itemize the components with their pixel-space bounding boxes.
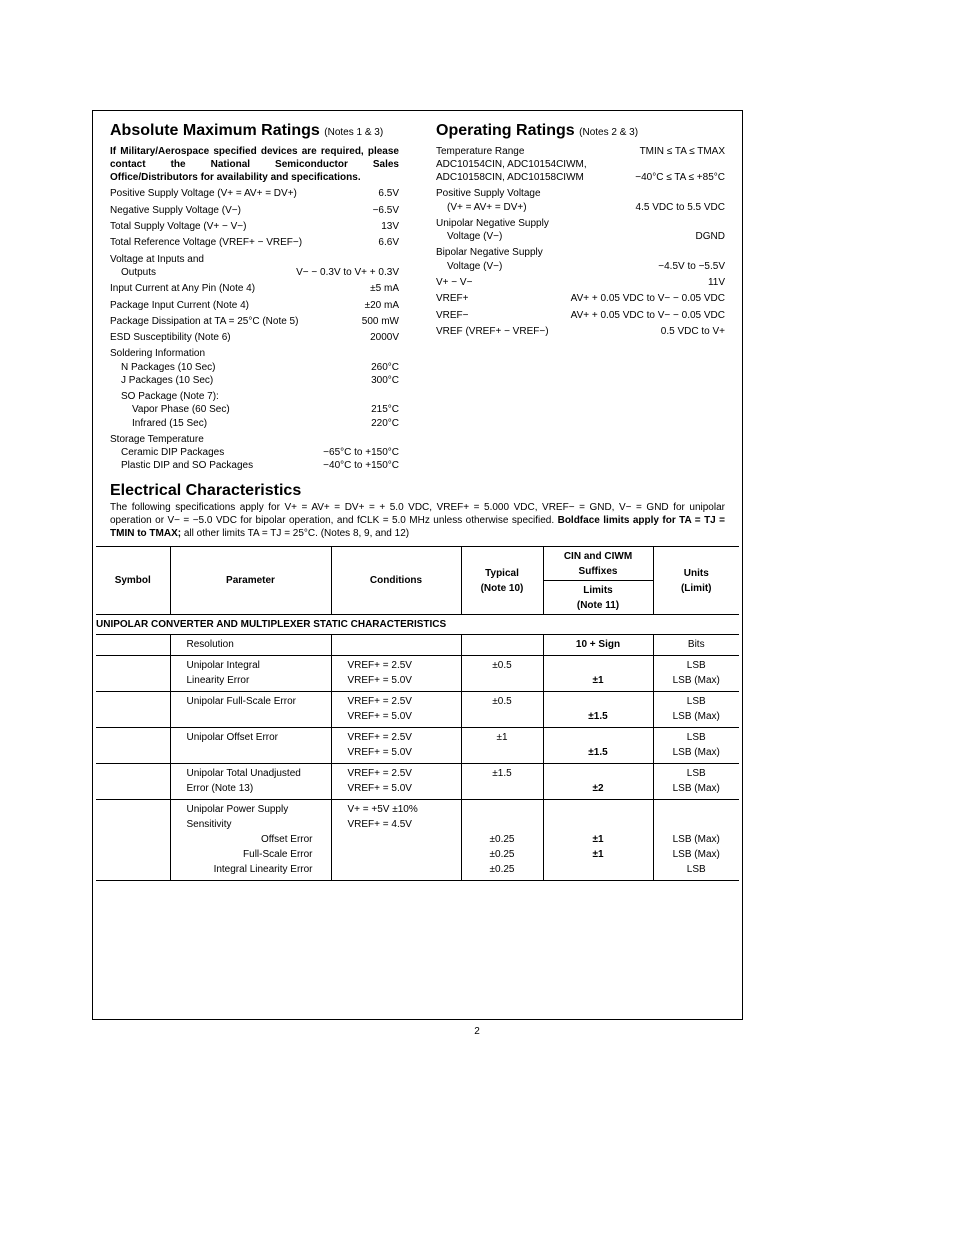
military-note: If Military/Aerospace specified devices are required, please contact the National Semiconductor Sales Office/Distributors for availability and specifications. [110, 146, 399, 183]
limit-cell-line [544, 817, 653, 832]
symbol-cell-line [96, 656, 170, 671]
limit-cell-line: ±1.5 [588, 711, 608, 722]
table-row [96, 656, 739, 692]
abs-max-row [110, 253, 399, 266]
conditions-cell [331, 635, 461, 656]
op-row [447, 260, 725, 273]
abs-max-row [121, 374, 399, 387]
parameter-cell-line: Sensitivity [186, 819, 232, 830]
limit-cell [543, 800, 653, 881]
abs-max-value: 2000V [370, 332, 399, 343]
op-label: Unipolar Negative Supply [436, 218, 549, 229]
op-label: Bipolar Negative Supply [436, 247, 543, 258]
typical-cell-line [462, 709, 543, 724]
abs-max-title: Absolute Maximum Ratings [110, 122, 320, 139]
abs-max-value: 300°C [371, 375, 399, 386]
parameter-cell [170, 635, 331, 656]
abs-max-label: Storage Temperature [110, 434, 204, 445]
abs-max-row [110, 331, 399, 344]
abs-max-value: 220°C [371, 418, 399, 429]
conditions-cell-line: VREF+ = 2.5V [347, 732, 412, 743]
abs-max-label: Total Reference Voltage (VREF+ − VREF−) [110, 237, 303, 248]
table-row [96, 800, 739, 881]
units-cell-line: LSB (Max) [672, 711, 720, 722]
limits-note: (Note 11) [576, 599, 620, 611]
op-row [447, 201, 725, 214]
conditions-cell-line: VREF+ = 2.5V [347, 696, 412, 707]
op-row [436, 276, 725, 289]
parameter-cell [170, 656, 331, 692]
limits-label: Limits [583, 584, 613, 596]
typical-note: (Note 10) [480, 582, 524, 594]
op-row [436, 325, 725, 338]
limit-cell [543, 764, 653, 800]
abs-max-label: Ceramic DIP Packages [121, 447, 225, 458]
abs-max-label: ESD Susceptibility (Note 6) [110, 332, 231, 343]
header-symbol: Symbol [96, 547, 170, 615]
units-limit: (Limit) [680, 582, 712, 594]
conditions-cell [331, 692, 461, 728]
conditions-cell [331, 764, 461, 800]
abs-max-row [110, 220, 399, 233]
units-cell-line: LSB [686, 696, 706, 707]
table-row [96, 635, 739, 656]
abs-max-label: Outputs [121, 267, 157, 278]
ec-intro-1: The following specifications apply for V+ = AV+ = DV+ = + 5.0 VDC, VREF+ = 5.000 VDC, VREF− = GND, V− = GND for unipolar operation or V− = −5.0 VDC for bipolar operation, and fCLK = 5.0 MHz unless otherwise specified. [110, 502, 725, 526]
conditions-cell-line: VREF+ = 5.0V [347, 747, 412, 758]
units-cell-line: LSB [686, 660, 706, 671]
abs-max-value: 215°C [371, 404, 399, 415]
abs-max-value: 6.5V [378, 188, 399, 199]
op-label: Voltage (V−) [447, 231, 503, 242]
abs-max-value: 500 mW [361, 316, 399, 327]
units-cell-line: LSB (Max) [672, 849, 720, 860]
symbol-cell [96, 800, 170, 881]
cin-label: CIN and CIWM [563, 550, 633, 562]
abs-max-label: Negative Supply Voltage (V−) [110, 205, 241, 216]
abs-max-row [121, 446, 399, 459]
conditions-cell-line: VREF+ = 2.5V [347, 768, 412, 779]
abs-max-row [121, 459, 399, 472]
abs-max-label: Positive Supply Voltage (V+ = AV+ = DV+) [110, 188, 297, 199]
abs-max-value: 260°C [371, 362, 399, 373]
ec-intro-bold: Boldface limits apply for TA = TJ = TMIN to TMAX; [110, 515, 726, 539]
limit-cell-line: ±1.5 [588, 747, 608, 758]
psr-sub-label: Full-Scale Error [243, 849, 313, 860]
limit-cell-line [544, 802, 653, 817]
table-row [96, 692, 739, 728]
limit-cell-line [544, 658, 653, 673]
symbol-cell-line [96, 635, 170, 650]
typical-cell-line [462, 802, 543, 817]
ec-intro-2: all other limits TA = TJ = 25°C. (Notes 8, 9, and 12) [183, 528, 410, 539]
abs-max-value: 6.6V [378, 237, 399, 248]
limit-cell-line: ±1 [592, 849, 604, 860]
units-cell-line: LSB (Max) [672, 675, 720, 686]
conditions-cell-line: VREF+ = 5.0V [347, 711, 412, 722]
op-notes: (Notes 2 & 3) [579, 127, 639, 138]
ec-table [96, 546, 739, 881]
abs-max-value: −65°C to +150°C [323, 447, 399, 458]
abs-max-row [110, 282, 399, 295]
page-number: 2 [474, 1026, 480, 1037]
units-cell [653, 692, 739, 728]
conditions-cell [331, 728, 461, 764]
abs-max-row [110, 299, 399, 312]
parameter-cell-line [187, 745, 331, 760]
conditions-cell [331, 800, 461, 881]
symbol-cell [96, 728, 170, 764]
symbol-cell [96, 692, 170, 728]
abs-max-row [121, 361, 399, 374]
header-limits [543, 581, 653, 615]
typical-label: Typical [485, 567, 519, 579]
table-row [96, 764, 739, 800]
abs-max-row [110, 187, 399, 200]
conditions-cell-line: VREF+ = 2.5V [347, 660, 412, 671]
typical-cell [461, 800, 543, 881]
parameter-cell [170, 800, 331, 881]
units-cell [653, 635, 739, 656]
symbol-cell-line [96, 764, 170, 779]
typical-cell [461, 764, 543, 800]
op-value: TMIN ≤ TA ≤ TMAX [639, 146, 725, 157]
units-cell-line: LSB [686, 864, 706, 875]
parameter-cell-line [187, 709, 331, 724]
symbol-cell [96, 656, 170, 692]
abs-max-notes: (Notes 1 & 3) [324, 127, 384, 138]
limit-cell [543, 728, 653, 764]
abs-max-row [121, 266, 399, 279]
conditions-cell-line [348, 637, 461, 652]
abs-max-value: ±5 mA [370, 283, 399, 294]
op-value: AV+ + 0.05 VDC to V− − 0.05 VDC [570, 293, 725, 304]
typical-cell-line: ±1 [496, 732, 508, 743]
ec-intro [110, 501, 725, 540]
abs-max-label: N Packages (10 Sec) [121, 362, 216, 373]
typical-cell-line: ±0.25 [489, 864, 515, 875]
op-label: Positive Supply Voltage [436, 188, 541, 199]
parameter-cell-line: Unipolar Power Supply [186, 804, 289, 815]
limit-cell-line: ±1 [592, 675, 604, 686]
op-label: Voltage (V−) [447, 261, 503, 272]
psr-sub-label: Offset Error [261, 834, 313, 845]
typical-cell [461, 656, 543, 692]
abs-max-value: V− − 0.3V to V+ + 0.3V [296, 267, 399, 278]
typical-cell-line: ±0.5 [492, 696, 512, 707]
symbol-cell [96, 764, 170, 800]
op-title: Operating Ratings [436, 122, 575, 139]
abs-max-label: Package Input Current (Note 4) [110, 300, 249, 311]
ec-title: Electrical Characteristics [110, 482, 302, 499]
op-label: ADC10154CIN, ADC10154CIWM, [436, 159, 587, 170]
header-conditions: Conditions [331, 547, 461, 615]
abs-max-label: SO Package (Note 7): [121, 391, 219, 402]
op-label: VREF (VREF+ − VREF−) [436, 326, 549, 337]
table-row [96, 728, 739, 764]
op-value: −4.5V to −5.5V [658, 261, 725, 272]
limit-cell-line: ±1 [592, 834, 604, 845]
abs-max-row [110, 347, 399, 360]
section-heading: UNIPOLAR CONVERTER AND MULTIPLEXER STATIC CHARACTERISTICS [96, 615, 739, 635]
abs-max-row [110, 236, 399, 249]
op-value: 4.5 VDC to 5.5 VDC [635, 202, 725, 213]
op-row [436, 246, 725, 259]
typical-cell-line [462, 781, 543, 796]
op-value: DGND [695, 231, 725, 242]
op-row [436, 145, 725, 158]
op-label: ADC10158CIN, ADC10158CIWM [436, 172, 584, 183]
abs-max-label: Total Supply Voltage (V+ − V−) [110, 221, 247, 232]
typical-cell-line: ±1.5 [492, 768, 512, 779]
abs-max-row [110, 433, 399, 446]
op-heading [436, 122, 638, 140]
typical-cell [461, 635, 543, 656]
symbol-cell-line [96, 800, 170, 815]
limit-cell-line [544, 862, 653, 877]
ec-rows [96, 635, 739, 881]
units-cell-line: Bits [687, 639, 705, 650]
symbol-cell-line [96, 728, 170, 743]
abs-max-row [121, 390, 399, 403]
typical-cell-line [462, 817, 543, 832]
limit-cell-line: 10 + Sign [575, 639, 621, 650]
abs-max-value: −40°C to +150°C [323, 460, 399, 471]
op-label: VREF− [436, 310, 469, 321]
abs-max-label: Soldering Information [110, 348, 206, 359]
header-units [653, 547, 739, 615]
psr-sub-label: Integral Linearity Error [213, 864, 313, 875]
typical-cell-line [462, 745, 543, 760]
op-label: VREF+ [436, 293, 469, 304]
header-parameter: Parameter [170, 547, 331, 615]
abs-max-label: Infrared (15 Sec) [132, 418, 208, 429]
typical-cell-line: ±0.25 [489, 849, 515, 860]
op-row [436, 309, 725, 322]
abs-max-heading [110, 122, 383, 140]
conditions-cell-line: VREF+ = 4.5V [347, 819, 412, 830]
parameter-cell-line: Unipolar Integral [186, 660, 260, 671]
limit-cell [543, 635, 653, 656]
units-cell-line: LSB (Max) [672, 747, 720, 758]
parameter-cell-line: Error (Note 13) [186, 783, 254, 794]
header-suffixes [543, 547, 653, 581]
units-cell-line: LSB (Max) [672, 834, 720, 845]
limit-cell [543, 656, 653, 692]
limit-cell-line [544, 694, 653, 709]
op-row [436, 171, 725, 184]
abs-max-label: Plastic DIP and SO Packages [121, 460, 254, 471]
abs-max-row [132, 417, 399, 430]
parameter-cell [170, 692, 331, 728]
limit-cell-line [544, 730, 653, 745]
abs-max-label: Voltage at Inputs and [110, 254, 204, 265]
limit-cell-line [544, 766, 653, 781]
op-label: (V+ = AV+ = DV+) [447, 202, 527, 213]
abs-max-value: −6.5V [372, 205, 399, 216]
op-value: AV+ + 0.05 VDC to V− − 0.05 VDC [570, 310, 725, 321]
typical-cell-line [462, 673, 543, 688]
typical-cell [461, 728, 543, 764]
limit-cell [543, 692, 653, 728]
conditions-cell-line: VREF+ = 5.0V [347, 783, 412, 794]
units-cell [653, 656, 739, 692]
abs-max-row [132, 403, 399, 416]
parameter-cell [170, 764, 331, 800]
abs-max-value: 13V [381, 221, 399, 232]
abs-max-label: Package Dissipation at TA = 25°C (Note 5) [110, 316, 299, 327]
abs-max-row [110, 315, 399, 328]
typical-cell-line: ±0.5 [492, 660, 512, 671]
abs-max-value: ±20 mA [364, 300, 399, 311]
abs-max-label: J Packages (10 Sec) [121, 375, 214, 386]
abs-max-label: Input Current at Any Pin (Note 4) [110, 283, 256, 294]
suffixes-label: Suffixes [578, 565, 618, 577]
typical-cell-line [462, 637, 543, 652]
parameter-cell-line: Unipolar Total Unadjusted [186, 768, 301, 779]
conditions-cell-line: VREF+ = 5.0V [347, 675, 412, 686]
typical-cell-line: ±0.25 [489, 834, 515, 845]
op-value: 0.5 VDC to V+ [660, 326, 725, 337]
limit-cell-line: ±2 [592, 783, 604, 794]
op-row [436, 292, 725, 305]
op-value: −40°C ≤ TA ≤ +85°C [635, 172, 725, 183]
parameter-cell-line: Unipolar Full-Scale Error [186, 696, 296, 707]
parameter-cell-line: Unipolar Offset Error [186, 732, 279, 743]
units-cell-line [654, 817, 740, 832]
units-cell [653, 800, 739, 881]
abs-max-row [110, 204, 399, 217]
units-cell-line: LSB [686, 768, 706, 779]
parameter-cell [170, 728, 331, 764]
abs-max-label: Vapor Phase (60 Sec) [132, 404, 230, 415]
op-row [436, 187, 725, 200]
units-cell [653, 764, 739, 800]
op-label: Temperature Range [436, 146, 525, 157]
conditions-cell-line: V+ = +5V ±10% [347, 804, 418, 815]
op-row [447, 230, 725, 243]
header-typical [461, 547, 543, 615]
parameter-cell-line: Resolution [186, 639, 234, 650]
op-row [436, 158, 725, 171]
op-row [436, 217, 725, 230]
typical-cell [461, 692, 543, 728]
units-label: Units [683, 567, 709, 579]
symbol-cell-line [96, 692, 170, 707]
op-label: V+ − V− [436, 277, 473, 288]
units-cell [653, 728, 739, 764]
units-cell-line: LSB [686, 732, 706, 743]
units-cell-line [654, 802, 740, 817]
symbol-cell [96, 635, 170, 656]
units-cell-line: LSB (Max) [672, 783, 720, 794]
parameter-cell-line: Linearity Error [186, 675, 250, 686]
conditions-cell [331, 656, 461, 692]
op-value: 11V [707, 277, 725, 288]
